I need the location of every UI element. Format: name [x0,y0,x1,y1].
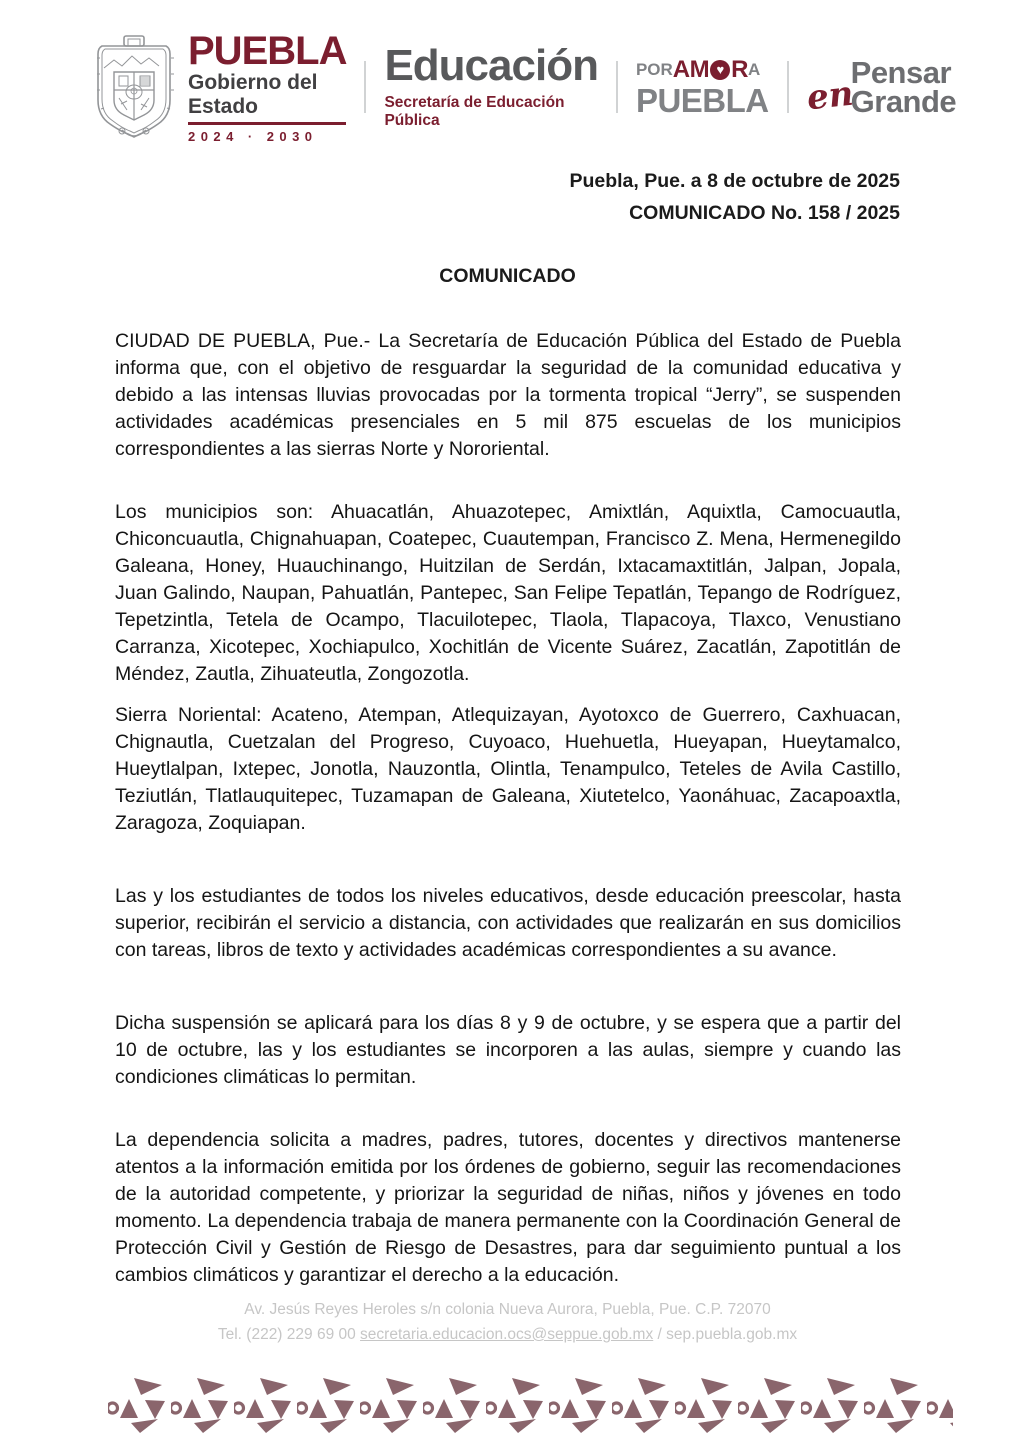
logo-educacion [384,41,598,130]
date-line: Puebla, Pue. a 8 de octubre de 2025 [569,170,900,192]
paragraph-suspension-dias: Dicha suspensión se aplicará para los días 8 y 9 de octubre, y se espera que a partir del 10 de octubre, las y los estudiantes se incorporen a las aulas, siempre y cuando las condiciones climáticas lo permitan. [115,1012,901,1088]
footer-tel: Tel. (222) 229 69 00 [217,1326,361,1343]
amor-post: A [747,60,761,79]
footer-email-link[interactable]: secretaria.educacion.ocs@seppue.gob.mx [360,1326,654,1343]
pensar-word: Pensar [850,55,952,90]
logo-educacion-wordmark: Educación [384,41,598,90]
paragraph-recomendaciones: La dependencia solicita a madres, padres, tutores, docentes y directivos mantenerse atentos a la información emitida por los órdenes de gobierno, seguir las recomendaciones de la autoridad competente, y priorizar la seguridad de niñas, niños y jóvenes en todo momento. La dependencia trabaja de manera permanente con la Coordinación General de Protección Civil y Gestión de Riesgo de Desastres, para dar seguimiento puntual a los cambios climáticos y garantizar el derecho a la educación. [115,1129,901,1286]
logo-pensar-en-grande [804,55,957,119]
header-divider [616,61,618,113]
footer-website: / sep.puebla.gob.mx [653,1326,798,1343]
logo-puebla-wordmark: PUEBLA [188,28,347,73]
footer-contact [0,1297,1015,1347]
paragraph-sierra-nororiental: Sierra Noriental: Acateno, Atempan, Atlequizayan, Ayotoxco de Guerrero, Caxhuacan, Chignautla, Cuetzalan del Progreso, Cuyoaco, Huehuetla, Hueyapan, Hueytamalco, Hueytlalpan, Ixtepec, Jonotla, Nauzontla, Olintla, Tenampulco, Teteles de Avila Castillo, Teziutlán, Tlatlauquitepec, Tuzamapan de Galeana, Xiutetelco, Yaonáhuac, Zacapoaxtla, Zaragoza, Zoquiapan. [115,704,901,834]
logo-gobierno-subtitle: Gobierno del Estado [188,71,346,125]
logo-sep-subtitle: Secretaría de Educación Pública [384,94,565,129]
footer-address: Av. Jesús Reyes Heroles s/n colonia Nueva Aurora, Puebla, Pue. C.P. 72070 [244,1301,771,1318]
heart-icon: ♥ [710,60,730,80]
amor-puebla-wordmark: PUEBLA [635,81,769,119]
amor-pre: POR [635,60,673,79]
puebla-coat-of-arms-icon [92,34,176,140]
logo-gobierno-puebla [188,28,347,144]
date-block [569,165,900,229]
footer-contact-line [0,1322,1015,1347]
en-script-word: en [804,73,855,119]
grande-word: Grande [850,84,957,119]
decorative-aztec-border [108,1376,953,1434]
logo-period: 2024 · 2030 [188,128,318,144]
amor-right: R [731,55,748,83]
paragraph-municipios-norte: Los municipios son: Ahuacatlán, Ahuazotepec, Amixtlán, Aquixtla, Camocuautla, Chiconcuautla, Chignahuapan, Coatepec, Cuautempan, Francisco Z. Mena, Hermenegildo Galeana, Honey, Huauchinango, Huitzilan de Serdán, Ixtacamaxtitlán, Jalpan, Jopala, Juan Galindo, Naupan, Pahuatlán, Pantepec, San Felipe Tepatlán, Tepango de Rodríguez, Tepetzintla, Tetela de Ocampo, Tlacuilotepec, Tlaola, Tlapacoya, Tlaxco, Venustiano Carranza, Xicotepec, Xochiapulco, Xochitlán de Vicente Suárez, Zacatlán, Zapotitlán de Méndez, Zautla, Zihuateutla, Zongozotla. [115,501,901,685]
header-logos [92,28,957,144]
paragraph-intro: CIUDAD DE PUEBLA, Pue.- La Secretaría de Educación Pública del Estado de Puebla informa que, con el objetivo de resguardar la seguridad de la comunidad educativa y debido a las intensas lluvias provocadas por la tormenta tropical “Jerry”, se suspenden actividades académicas presenciales en 5 mil 875 escuelas de los municipios correspondientes a las sierras Norte y Nororiental. [115,330,901,460]
header-divider [787,61,789,113]
header-divider [364,61,366,113]
amor-left: AM [672,55,710,83]
comunicado-number: COMUNICADO No. 158 / 2025 [629,202,900,224]
paragraph-estudiantes: Las y los estudiantes de todos los niveles educativos, desde educación preescolar, hasta superior, recibirán el servicio a distancia, con actividades que realizarán en sus domicilios con tareas, libros de texto y actividades académicas correspondientes a su avance. [115,885,901,961]
logo-por-amor-a-puebla [635,55,769,119]
document-title: COMUNICADO [439,265,576,287]
document-body [115,328,901,1325]
